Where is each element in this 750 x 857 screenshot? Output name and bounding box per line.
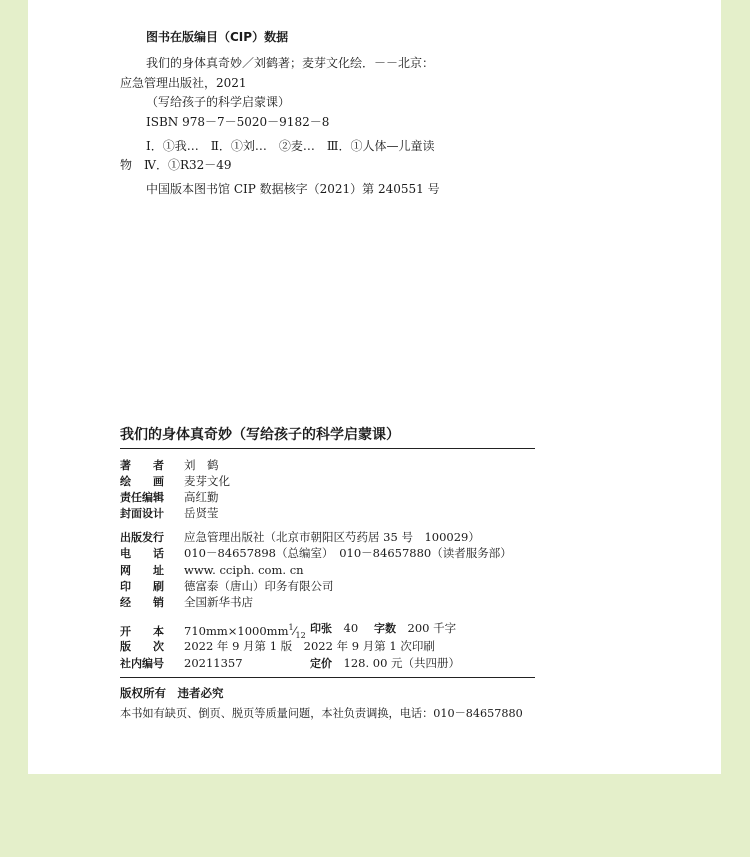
publish-value: www. cciph. com. cn bbox=[184, 563, 304, 577]
sheets-label: 印张 bbox=[310, 622, 332, 635]
publish-row bbox=[120, 562, 304, 578]
publish-label: 出版发行 bbox=[120, 531, 164, 544]
cip-heading: 图书在版编目（CIP）数据 bbox=[146, 30, 289, 44]
code-label: 社内编号 bbox=[120, 657, 164, 670]
credit-row bbox=[120, 505, 219, 521]
sheets-value: 40 bbox=[343, 621, 359, 635]
credit-value: 麦芽文化 bbox=[184, 474, 230, 488]
divider bbox=[120, 677, 535, 678]
cip-line-7: 中国版本图书馆 CIP 数据核字（2021）第 240551 号 bbox=[146, 182, 440, 196]
price-label: 定价 bbox=[310, 657, 332, 670]
format-row bbox=[120, 620, 306, 641]
cip-line-6: 物 Ⅳ．①R32－49 bbox=[120, 158, 232, 172]
words-value: 200 千字 bbox=[407, 621, 457, 635]
divider bbox=[120, 448, 535, 449]
publish-row bbox=[120, 545, 512, 561]
edition-row bbox=[120, 638, 435, 654]
cip-line-1: 我们的身体真奇妙／刘鹤著；麦芽文化绘．－－北京： bbox=[146, 56, 435, 70]
publish-value: 德富泰（唐山）印务有限公司 bbox=[184, 579, 334, 593]
publish-value: 010－84657898（总编室） 010－84657880（读者服务部） bbox=[184, 546, 512, 560]
credit-row bbox=[120, 489, 219, 505]
words-label: 字数 bbox=[374, 622, 396, 635]
publish-row bbox=[120, 529, 480, 545]
cip-line-3: （写给孩子的科学启蒙课） bbox=[146, 95, 291, 109]
publish-label: 网 址 bbox=[120, 564, 164, 577]
credit-value: 高红勤 bbox=[184, 490, 219, 504]
book-title: 我们的身体真奇妙（写给孩子的科学启蒙课） bbox=[120, 427, 400, 443]
credit-label: 封面设计 bbox=[120, 507, 164, 520]
credit-row bbox=[120, 457, 219, 473]
credit-value: 刘 鹤 bbox=[184, 458, 219, 472]
code-value: 20211357 bbox=[184, 656, 243, 670]
quality-notice: 本书如有缺页、倒页、脱页等质量问题，本社负责调换，电话：010－84657880 bbox=[120, 707, 523, 720]
publish-value: 应急管理出版社（北京市朝阳区芍药居 35 号 100029） bbox=[184, 530, 480, 544]
cip-line-5: Ⅰ．①我… Ⅱ．①刘… ②麦… Ⅲ．①人体—儿童读 bbox=[146, 139, 435, 153]
credit-row bbox=[120, 473, 230, 489]
publish-value: 全国新华书店 bbox=[184, 595, 253, 609]
publish-row bbox=[120, 578, 334, 594]
credit-value: 岳贤莹 bbox=[184, 506, 219, 520]
credit-label: 绘 画 bbox=[120, 475, 164, 488]
publish-row bbox=[120, 594, 253, 610]
credit-label: 责任编辑 bbox=[120, 491, 164, 504]
sheets bbox=[310, 620, 358, 636]
publish-label: 电 话 bbox=[120, 547, 164, 560]
price bbox=[310, 655, 460, 671]
cip-isbn: ISBN 978－7－5020－9182－8 bbox=[146, 115, 330, 129]
publish-label: 经 销 bbox=[120, 596, 164, 609]
copyright-page bbox=[28, 0, 721, 774]
format-value: $710mm\times 1000mm^1⁄_{12}$ bbox=[184, 623, 306, 641]
format-label: 开 本 bbox=[120, 624, 164, 638]
edition-label: 版 次 bbox=[120, 640, 164, 653]
publish-label: 印 刷 bbox=[120, 580, 164, 593]
price-value: 128. 00 元（共四册） bbox=[343, 656, 461, 670]
code-row bbox=[120, 655, 243, 671]
edition-value: 2022 年 9 月第 1 版 2022 年 9 月第 1 次印刷 bbox=[184, 639, 435, 653]
cip-line-2: 应急管理出版社，2021 bbox=[120, 76, 247, 90]
rights-notice: 版权所有 违者必究 bbox=[120, 686, 224, 700]
words bbox=[374, 620, 456, 636]
credit-label: 著 者 bbox=[120, 459, 164, 472]
